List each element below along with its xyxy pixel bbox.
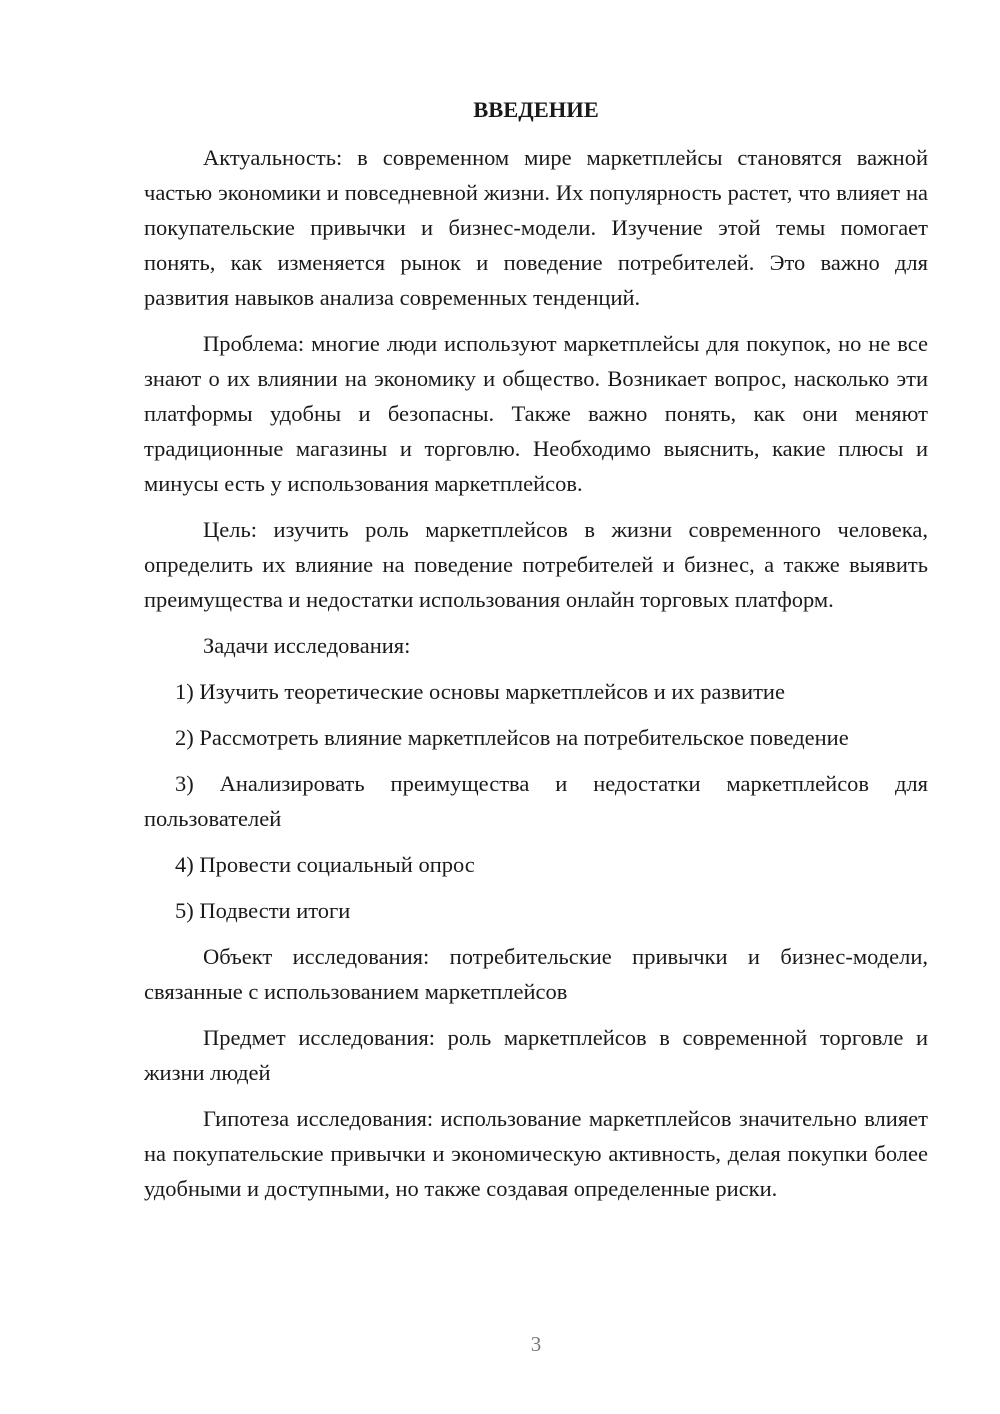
subject-paragraph: Предмет исследования: роль маркетплейсов в современной торговле и жизни людей [144,1025,928,1085]
page-title: ВВЕДЕНИЕ [473,97,599,122]
tasks-heading: Задачи исследования: [203,633,411,658]
task-item-1: 1) Изучить теоретические основы маркетплейсов и их развитие [175,679,785,704]
problem-paragraph: Проблема: многие люди используют маркетплейсы для покупок, но не все знают о их влиянии на экономику и общество. Возникает вопрос, насколько эти платформы удобны и безопасны. Также важно понять, как они меняют традиционные магазины и торговлю. Необходимо выяснить, какие плюсы и минусы есть у использования маркетплейсов. [144,331,928,496]
page-content [144,96,928,1217]
task-item-3: 3) Анализировать преимущества и недостатки маркетплейсов для пользователей [144,771,928,831]
relevance-paragraph: Актуальность: в современном мире маркетплейсы становятся важной частью экономики и повседневной жизни. Их популярность растет, что влияет на покупательские привычки и бизнес-модели. Изучение этой темы помогает понять, как изменяется рынок и поведение потребителей. Это важно для развития навыков анализа современных тенденций. [144,145,928,310]
task-item-5: 5) Подвести итоги [175,898,351,923]
task-item-4: 4) Провести социальный опрос [175,852,475,877]
task-item-2: 2) Рассмотреть влияние маркетплейсов на потребительское поведение [175,725,849,750]
page-number: 3 [530,1332,542,1356]
goal-paragraph: Цель: изучить роль маркетплейсов в жизни современного человека, определить их влияние на поведение потребителей и бизнес, а также выявить преимущества и недостатки использования онлайн торговых платформ. [144,517,928,612]
hypothesis-paragraph: Гипотеза исследования: использование маркетплейсов значительно влияет на покупательские привычки и экономическую активность, делая покупки более удобными и доступными, но также создавая определенные риски. [144,1106,928,1201]
object-paragraph: Объект исследования: потребительские привычки и бизнес-модели, связанные с использованием маркетплейсов [144,944,928,1004]
